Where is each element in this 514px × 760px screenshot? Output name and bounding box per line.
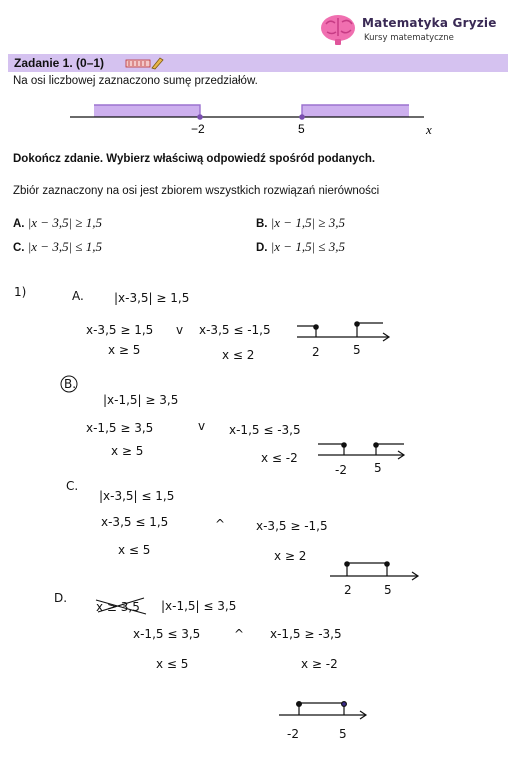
hw-c-number-line bbox=[330, 562, 418, 580]
hw-b-equation: |x-1,5| ≥ 3,5 bbox=[103, 393, 179, 407]
hw-b-tick1: -2 bbox=[335, 463, 347, 477]
tick-label-minus-2: −2 bbox=[191, 122, 205, 136]
hw-b-label: B. bbox=[64, 377, 77, 391]
svg-text:x ≥ 3,5: x ≥ 3,5 bbox=[96, 600, 140, 614]
hw-d-number-line bbox=[279, 702, 366, 719]
hw-c-tick2: 5 bbox=[384, 583, 392, 597]
hw-c-equation: |x-3,5| ≤ 1,5 bbox=[99, 489, 175, 503]
task-title: Zadanie 1. (0–1) bbox=[14, 56, 105, 70]
hw-c-case1: x-3,5 ≤ 1,5 bbox=[101, 515, 169, 529]
number-line bbox=[0, 96, 514, 140]
hw-d-tick2: 5 bbox=[339, 727, 347, 741]
hw-b-case2: x-1,5 ≤ -3,5 bbox=[229, 423, 301, 437]
hw-c-and: ^ bbox=[215, 517, 226, 531]
hw-c-label: C. bbox=[66, 479, 79, 493]
task-instruction: Dokończ zdanie. Wybierz właściwą odpowiedź spośród podanych. bbox=[13, 153, 376, 165]
tick-label-5: 5 bbox=[298, 122, 305, 136]
axis-label-x: x bbox=[426, 122, 432, 137]
hw-b-or: v bbox=[198, 419, 206, 433]
option-d-expr: |x − 1,5| ≤ 3,5 bbox=[270, 239, 346, 254]
option-b[interactable] bbox=[256, 215, 345, 231]
hw-problem-number: 1) bbox=[14, 285, 27, 299]
hw-d-and: ^ bbox=[234, 627, 245, 641]
hw-a-tick2: 5 bbox=[353, 343, 361, 357]
hw-a-case1: x-3,5 ≥ 1,5 bbox=[86, 323, 154, 337]
hw-c-result2: x ≥ 2 bbox=[274, 549, 307, 563]
interval-left bbox=[94, 105, 200, 117]
hw-b-tick2: 5 bbox=[374, 461, 382, 475]
interval-right bbox=[302, 105, 409, 117]
hw-b-result2: x ≤ -2 bbox=[261, 451, 298, 465]
hw-c-tick1: 2 bbox=[344, 583, 352, 597]
option-d[interactable] bbox=[256, 239, 345, 255]
hw-a-result2: x ≤ 2 bbox=[222, 348, 255, 362]
task-header bbox=[8, 54, 508, 72]
point-5 bbox=[299, 114, 305, 120]
hw-a-equation: |x-3,5| ≥ 1,5 bbox=[114, 291, 190, 305]
hw-d-result2: x ≥ -2 bbox=[301, 657, 338, 671]
brand-subtitle: Kursy matematyczne bbox=[364, 33, 454, 43]
brand-logo bbox=[318, 12, 508, 52]
hw-a-tick1: 2 bbox=[312, 345, 320, 359]
hw-c-case2: x-3,5 ≥ -1,5 bbox=[256, 519, 328, 533]
task-intro: Na osi liczbowej zaznaczono sumę przedziałów. bbox=[13, 75, 258, 87]
hw-a-label: A. bbox=[72, 289, 84, 303]
hw-b-result1: x ≥ 5 bbox=[111, 444, 144, 458]
hw-d-equation: |x-1,5| ≤ 3,5 bbox=[161, 599, 237, 613]
hw-d-case2: x-1,5 ≥ -3,5 bbox=[270, 627, 342, 641]
option-c-expr: |x − 3,5| ≤ 1,5 bbox=[27, 239, 103, 254]
task-stem: Zbiór zaznaczony na osi jest zbiorem wszystkich rozwiązań nierówności bbox=[13, 185, 380, 197]
option-d-letter: D. bbox=[256, 242, 268, 254]
option-b-expr: |x − 1,5| ≥ 3,5 bbox=[270, 215, 346, 230]
option-a[interactable] bbox=[13, 215, 102, 231]
option-b-letter: B. bbox=[256, 218, 268, 230]
hw-a-or: v bbox=[176, 323, 184, 337]
option-a-expr: |x − 3,5| ≥ 1,5 bbox=[27, 215, 103, 230]
hw-c-result1: x ≤ 5 bbox=[118, 543, 151, 557]
hw-a-case2: x-3,5 ≤ -1,5 bbox=[199, 323, 271, 337]
hw-d-tick1: -2 bbox=[287, 727, 299, 741]
hw-a-result1: x ≥ 5 bbox=[108, 343, 141, 357]
hw-a-number-line bbox=[297, 322, 389, 341]
hw-d-label: D. bbox=[54, 591, 68, 605]
option-c[interactable] bbox=[13, 239, 102, 255]
option-c-letter: C. bbox=[13, 242, 25, 254]
pencil-icon bbox=[125, 56, 165, 70]
brain-icon bbox=[318, 12, 358, 48]
hw-b-case1: x-1,5 ≥ 3,5 bbox=[86, 421, 154, 435]
hw-d-result1: x ≤ 5 bbox=[156, 657, 189, 671]
hw-d-case1: x-1,5 ≤ 3,5 bbox=[133, 627, 201, 641]
handwritten-solution bbox=[0, 262, 514, 752]
option-a-letter: A. bbox=[13, 218, 25, 230]
hw-d-scratch bbox=[96, 598, 146, 614]
point-minus-2 bbox=[197, 114, 203, 120]
hw-b-number-line bbox=[318, 443, 404, 459]
brand-title: Matematyka Gryzie bbox=[362, 16, 497, 30]
